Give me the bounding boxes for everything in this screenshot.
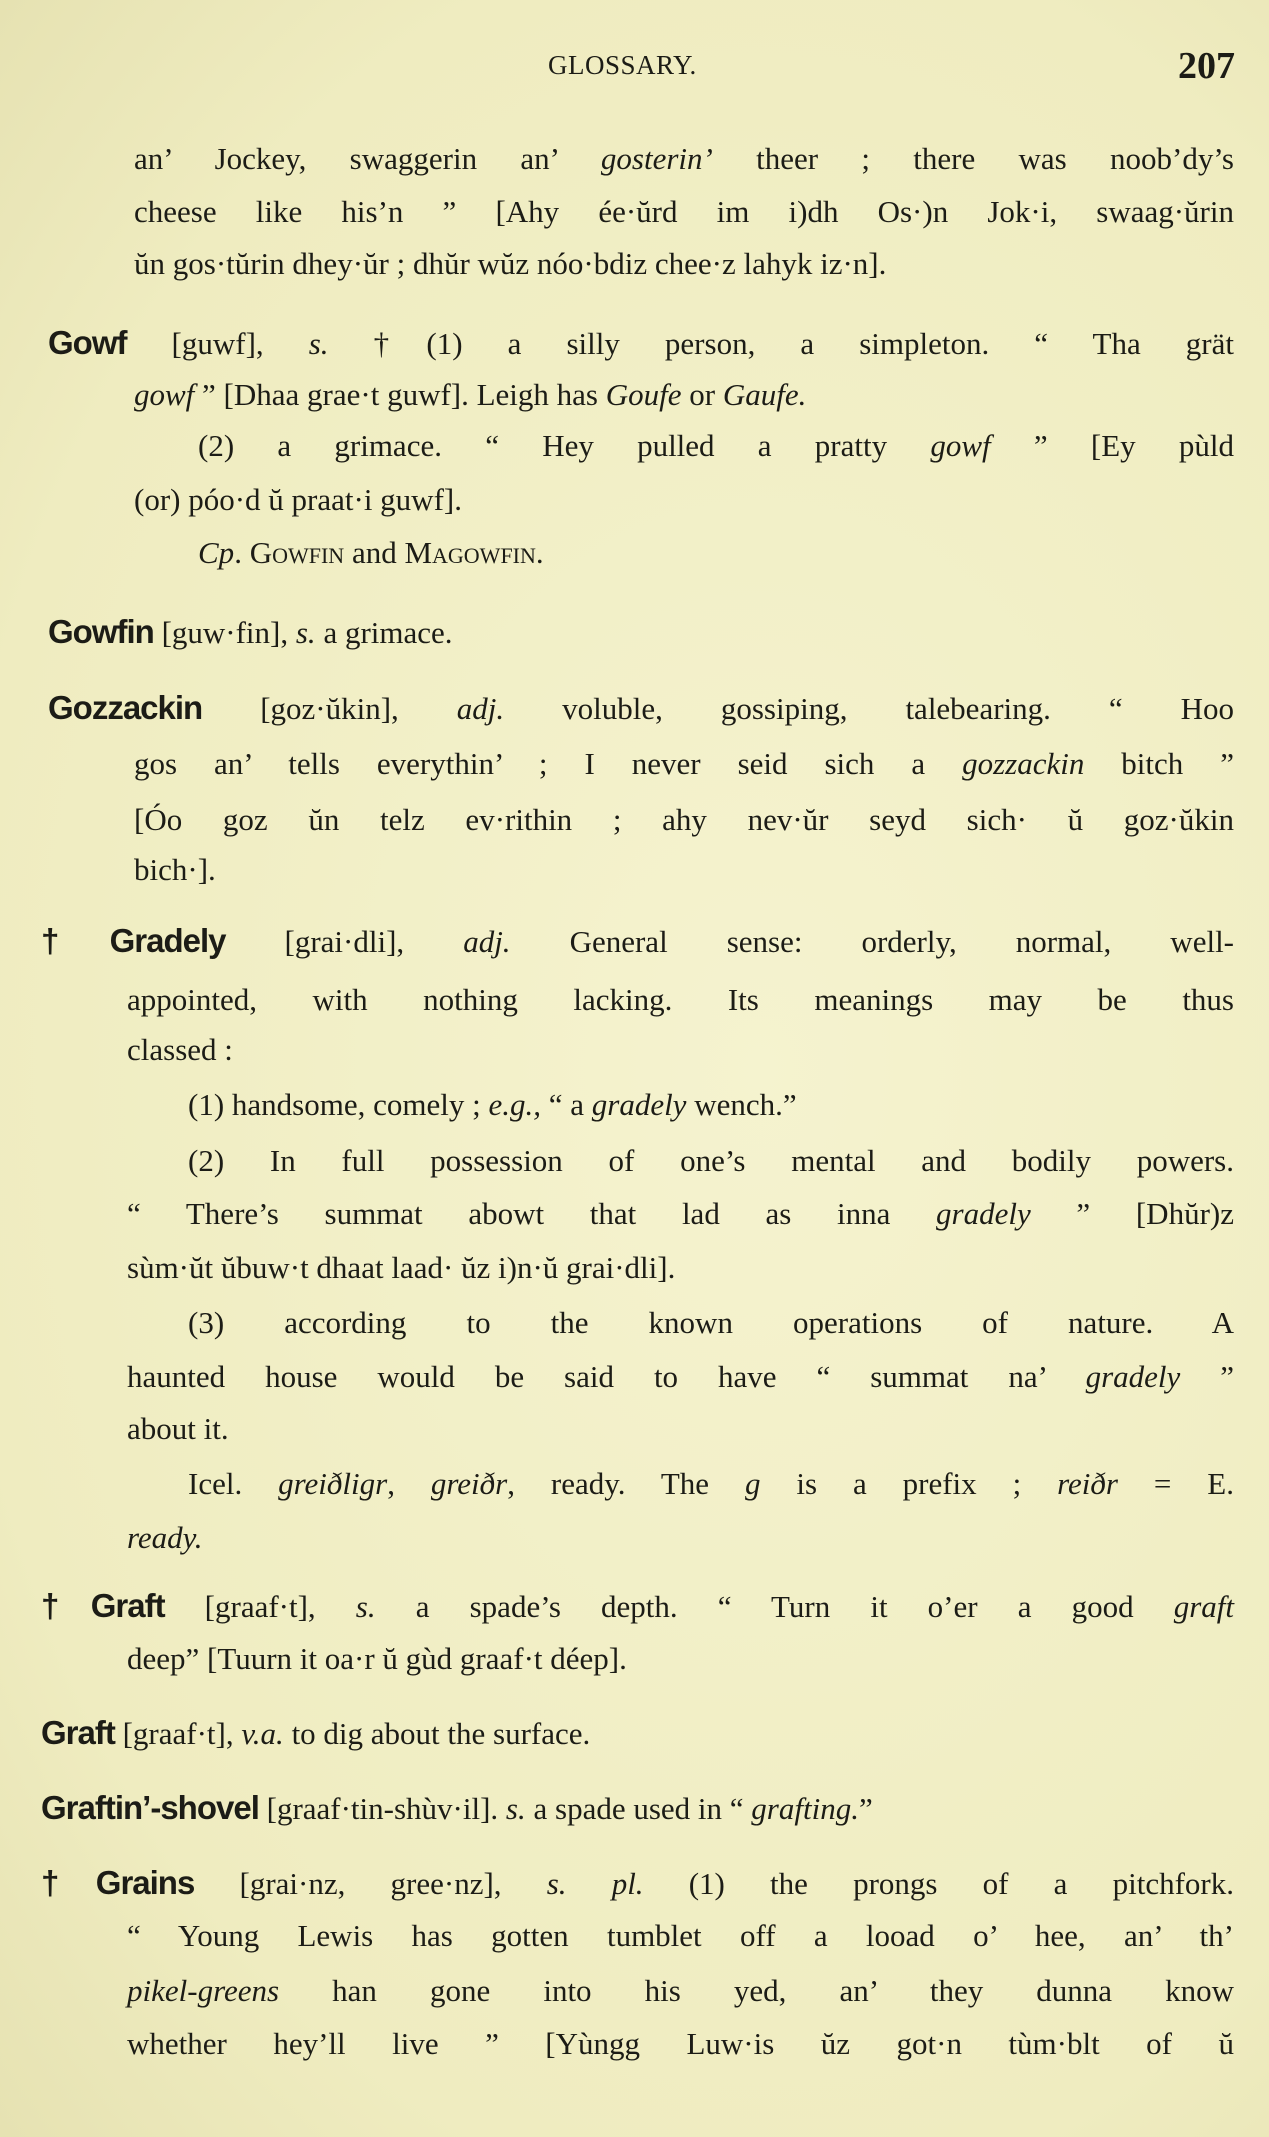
headword: Graft bbox=[41, 1714, 115, 1751]
italic-term: gradely bbox=[1085, 1359, 1181, 1394]
text-line bbox=[198, 426, 1234, 466]
italic-term: gradely bbox=[591, 1087, 687, 1122]
text-line bbox=[134, 744, 1234, 784]
text-line bbox=[127, 1030, 1234, 1070]
italic-term: greiðligr bbox=[278, 1466, 388, 1501]
text-run: (2) a grimace. “ Hey pulled a pratty bbox=[198, 428, 931, 463]
text-run: (or) póo·d ŭ praat·i guwf]. bbox=[134, 482, 462, 517]
text-run: [graaf·t], bbox=[164, 1589, 356, 1624]
italic-term: gradely bbox=[936, 1196, 1031, 1231]
headword: †Gradely bbox=[41, 922, 226, 959]
text-run: [goz·ŭkin], bbox=[202, 691, 457, 726]
text-run: bitch ” bbox=[1084, 746, 1234, 781]
italic-term: gozzackin bbox=[962, 746, 1085, 781]
text-line bbox=[188, 1303, 1234, 1343]
italic-term: Gaufe. bbox=[722, 377, 807, 412]
text-run: ” [Dhaa grae·t guwf]. Leigh has bbox=[194, 377, 606, 412]
italic-term: s. bbox=[355, 1589, 376, 1624]
text-line bbox=[134, 244, 1234, 284]
italic-term: adj. bbox=[463, 924, 511, 959]
text-line bbox=[48, 688, 1234, 729]
text-run: an’ Jockey, swaggerin an’ bbox=[134, 141, 601, 176]
text-line bbox=[127, 980, 1234, 1020]
text-run: “ Young Lewis has gotten tumblet off a looad o’ hee, an’ th’ bbox=[127, 1918, 1234, 1953]
text-line bbox=[41, 1586, 1234, 1627]
text-line bbox=[134, 375, 1234, 415]
text-run: sùm·ŭt ŭbuw·t dhaat laad· ŭz i)n·ŭ grai·dli]. bbox=[127, 1250, 676, 1285]
text-run: ” [Ey pùld bbox=[990, 428, 1234, 463]
text-line bbox=[188, 1141, 1234, 1181]
text-line bbox=[188, 1085, 1234, 1125]
italic-term: gosterin’ bbox=[600, 141, 713, 176]
text-line bbox=[48, 323, 1234, 364]
text-line bbox=[127, 1639, 1234, 1679]
italic-term: greiðr bbox=[430, 1466, 508, 1501]
text-run: [graaf·tin-shùv·il]. bbox=[258, 1791, 506, 1826]
text-run: General sense: orderly, normal, well- bbox=[510, 924, 1234, 959]
italic-term: Goufe bbox=[605, 377, 682, 412]
text-line bbox=[134, 480, 1234, 520]
text-line bbox=[127, 1409, 1234, 1449]
text-run: . bbox=[234, 535, 250, 570]
text-run: a grimace. bbox=[315, 615, 453, 650]
headword: †Graft bbox=[41, 1587, 165, 1624]
text-line bbox=[127, 1357, 1234, 1397]
text-run: . bbox=[535, 535, 544, 570]
text-run: voluble, gossiping, talebearing. “ Hoo bbox=[504, 691, 1235, 726]
text-run: [guwf], bbox=[126, 326, 309, 361]
text-run: whether hey’ll live ” [Yùngg Luw·is ŭz got·n tùm·blt of ŭ bbox=[127, 2026, 1234, 2061]
italic-term: adj. bbox=[456, 691, 505, 726]
cross-reference: Gowfin bbox=[249, 535, 345, 570]
text-line bbox=[127, 1518, 1234, 1558]
text-line bbox=[188, 1464, 1234, 1504]
text-run: (3) according to the known operations of nature. A bbox=[188, 1305, 1234, 1340]
text-run: han gone into his yed, an’ they dunna know bbox=[279, 1973, 1234, 2008]
text-run: [grai·nz, gree·nz], bbox=[194, 1866, 547, 1901]
text-run: Icel. bbox=[188, 1466, 279, 1501]
text-run: gos an’ tells everythin’ ; I never seid sich a bbox=[134, 746, 963, 781]
italic-term: ready. bbox=[127, 1520, 203, 1555]
italic-term: v.a. bbox=[241, 1716, 284, 1751]
text-run: “ a bbox=[540, 1087, 592, 1122]
page-number: 207 bbox=[1178, 45, 1235, 87]
text-line bbox=[134, 850, 1234, 890]
italic-term: s. bbox=[308, 326, 329, 361]
italic-term: e.g., bbox=[488, 1087, 541, 1122]
running-header: GLOSSARY. bbox=[548, 50, 697, 80]
text-run: about it. bbox=[127, 1411, 229, 1446]
italic-term: gowf bbox=[930, 428, 991, 463]
text-run: deep” [Tuurn it oa·r ŭ gùd graaf·t déep]. bbox=[127, 1641, 627, 1676]
text-line bbox=[127, 1916, 1234, 1956]
text-line bbox=[41, 1713, 1234, 1754]
text-run: (1) the prongs of a pitchfork. bbox=[643, 1866, 1234, 1901]
text-run: (2) In full possession of one’s mental and bodily powers. bbox=[188, 1143, 1234, 1178]
text-line bbox=[41, 1788, 1234, 1829]
text-run: a spade used in “ bbox=[525, 1791, 752, 1826]
text-line bbox=[134, 139, 1234, 179]
text-run: [grai·dli], bbox=[225, 924, 464, 959]
text-run: cheese like his’n ” [Ahy ée·ŭrd im i)dh Os·)n Jok·i, swaag·ŭrin bbox=[134, 194, 1234, 229]
text-line bbox=[48, 612, 1234, 653]
text-run: wench.” bbox=[686, 1087, 797, 1122]
text-run: [Óo goz ŭn telz ev·rithin ; ahy nev·ŭr seyd sich· ŭ goz·ŭkin bbox=[134, 802, 1234, 837]
text-line bbox=[127, 1248, 1234, 1288]
italic-term: s. bbox=[505, 1791, 526, 1826]
italic-term: gowf bbox=[134, 377, 195, 412]
text-run: appointed, with nothing lacking. Its meanings may be thus bbox=[127, 982, 1234, 1017]
italic-term: g bbox=[744, 1466, 761, 1501]
text-line bbox=[134, 192, 1234, 232]
text-run: ” bbox=[858, 1791, 873, 1826]
text-line bbox=[127, 1194, 1234, 1234]
text-line bbox=[198, 533, 1234, 573]
italic-term: pikel-greens bbox=[127, 1973, 280, 2008]
headword: Gowf bbox=[48, 324, 127, 361]
italic-term: reiðr bbox=[1057, 1466, 1118, 1501]
text-run: is a prefix ; bbox=[760, 1466, 1058, 1501]
headword: Gowfin bbox=[48, 613, 154, 650]
headword: †Grains bbox=[41, 1864, 195, 1901]
italic-term: s. pl. bbox=[546, 1866, 644, 1901]
text-run: a spade’s depth. “ Turn it o’er a good bbox=[375, 1589, 1174, 1624]
text-run: (1) handsome, comely ; bbox=[188, 1087, 489, 1122]
italic-term: grafting. bbox=[751, 1791, 859, 1826]
headword: Graftin’-shovel bbox=[41, 1789, 259, 1826]
text-run: [graaf·t], bbox=[114, 1716, 242, 1751]
text-line bbox=[41, 1863, 1234, 1904]
text-run: , bbox=[387, 1466, 431, 1501]
cross-reference: Magowfin bbox=[404, 535, 536, 570]
text-run: ” bbox=[1180, 1359, 1234, 1394]
italic-term: Cp bbox=[198, 535, 235, 570]
text-run: “ There’s summat abowt that lad as inna bbox=[127, 1196, 937, 1231]
text-line bbox=[127, 2024, 1234, 2064]
text-line bbox=[41, 921, 1234, 962]
text-run: or bbox=[681, 377, 723, 412]
text-run: ” [Dhŭr)z bbox=[1030, 1196, 1234, 1231]
italic-term: graft bbox=[1173, 1589, 1234, 1624]
text-run: = E. bbox=[1117, 1466, 1234, 1501]
text-line bbox=[134, 800, 1234, 840]
italic-term: s. bbox=[295, 615, 316, 650]
text-run: classed : bbox=[127, 1032, 233, 1067]
text-run: bich·]. bbox=[134, 852, 216, 887]
text-run: to dig about the surface. bbox=[283, 1716, 591, 1751]
text-run: [guw·fin], bbox=[153, 615, 296, 650]
text-run: haunted house would be said to have “ summat na’ bbox=[127, 1359, 1086, 1394]
text-run: , ready. The bbox=[507, 1466, 745, 1501]
text-run: theer ; there was noob’dy’s bbox=[712, 141, 1234, 176]
text-line bbox=[127, 1971, 1234, 2011]
text-run: ŭn gos·tŭrin dhey·ŭr ; dhŭr wŭz nóo·bdiz chee·z lahyk iz·n]. bbox=[134, 246, 887, 281]
text-run: and bbox=[344, 535, 405, 570]
text-run: †(1) a silly person, a simpleton. “ Tha grät bbox=[328, 326, 1234, 361]
headword: Gozzackin bbox=[48, 689, 203, 726]
